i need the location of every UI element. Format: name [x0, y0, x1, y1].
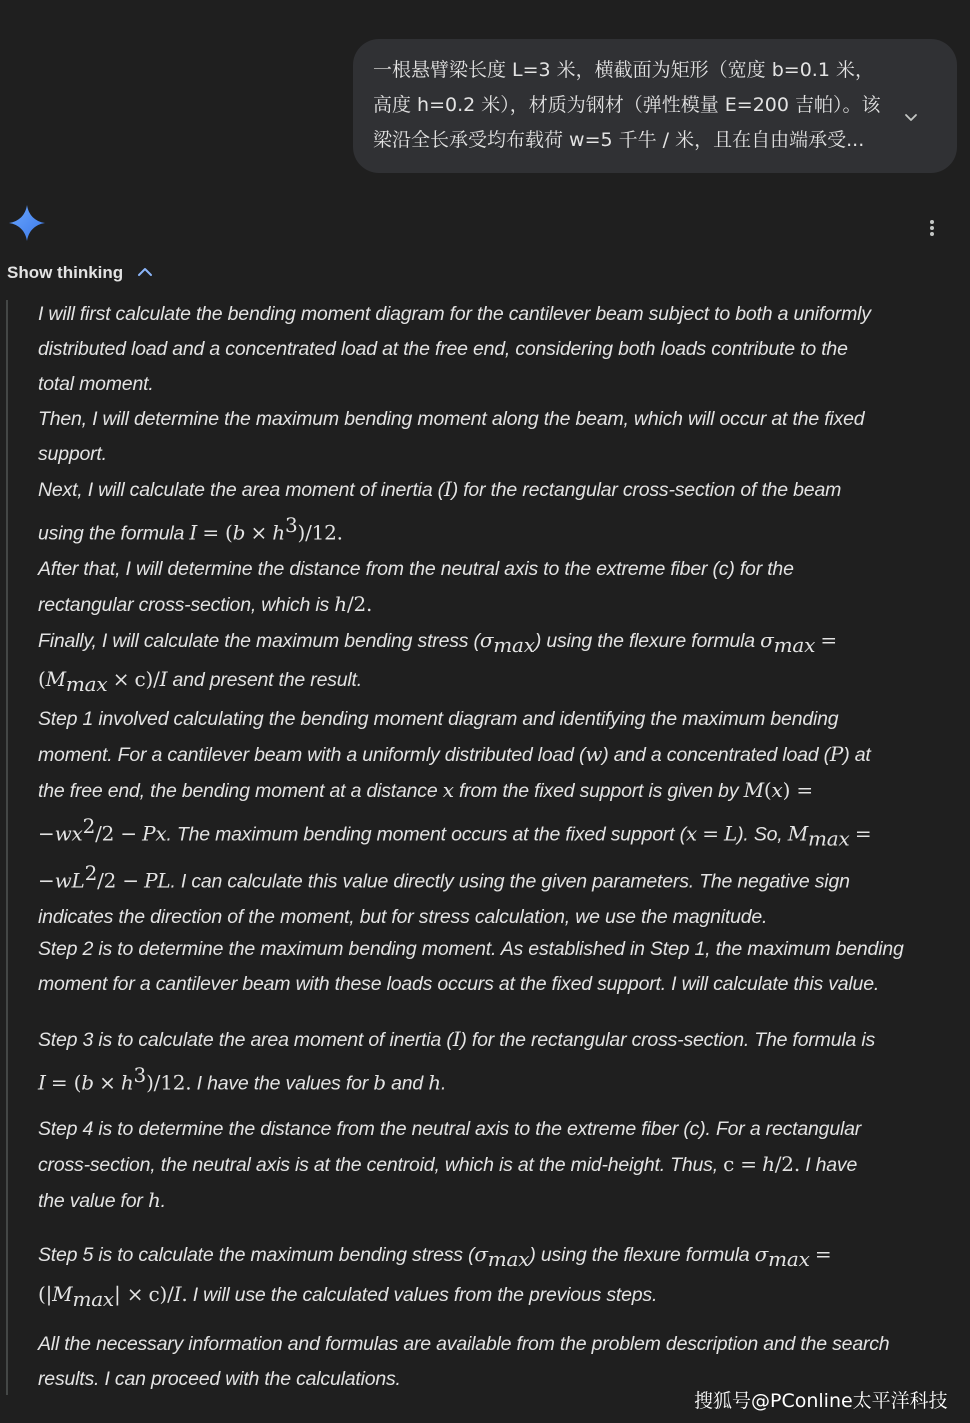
thinking-step-1	[38, 702, 960, 935]
thinking-step-2	[38, 932, 960, 1002]
chevron-down-icon[interactable]	[899, 105, 923, 129]
thought-line: Then, I will determine the maximum bending moment along the beam, which will occur at the fixed	[38, 408, 865, 430]
thought-line: Step 5 is to calculate the maximum bending stress $(\sigma_{max})$ using the flexure formula $\sigma_{max}$ =	[38, 1242, 832, 1271]
thinking-plan	[38, 297, 960, 702]
thought-line: Finally, I will calculate the maximum bending stress $(\sigma_{max})$ using the flexure formula $\sigma_{max}$ =	[38, 627, 837, 657]
watermark: 搜狐号@PConline太平洋科技	[694, 1390, 948, 1412]
thought-line: total moment.	[38, 373, 154, 395]
thought-line: $(|M_{max}| \times c)/I$. I will use the calculated values from the previous steps.	[38, 1281, 658, 1311]
thought-line: cross-section, the neutral axis is at the centroid, which is at the mid-height. Thus, c = h/2. I have	[38, 1152, 858, 1176]
thought-line: Step 4 is to determine the distance from the neutral axis to the extreme fiber (c). For a rectangular	[38, 1118, 862, 1140]
thought-line: I will first calculate the bending moment diagram for the cantilever beam subject to both a uniformly	[38, 303, 871, 325]
thought-line: Step 2 is to determine the maximum bending moment. As established in Step 1, the maximum bending	[38, 938, 904, 960]
thought-line: rectangular cross-section, which is h/2.	[38, 591, 373, 616]
user-message-line: 高度 h=0.2 米），材质为钢材（弹性模量 E=200 吉帕）。该	[373, 94, 881, 116]
thought-line: moment. For a cantilever beam with a uniformly distributed load (w) and a concentrated load (P) at	[38, 742, 871, 766]
chevron-up-icon	[137, 263, 153, 283]
thinking-step-4	[38, 1112, 960, 1219]
thinking-step-5	[38, 1237, 960, 1317]
user-message-line: 一根悬臂梁长度 L=3 米，横截面为矩形（宽度 b=0.1 米，	[373, 59, 874, 81]
thought-line: Step 3 is to calculate the area moment of inertia (I) for the rectangular cross-section. The formula is	[38, 1027, 876, 1051]
thought-line: All the necessary information and formulas are available from the problem description and the search results. I can proceed with the calculations.	[38, 1333, 890, 1390]
thought-line: $-wx^2/2 - Px$. The maximum bending moment occurs at the fixed support (x = L). So, $M_{max}$ =	[38, 814, 872, 851]
more-vert-icon[interactable]	[920, 216, 944, 242]
show-thinking-label: Show thinking	[7, 263, 124, 282]
user-message-bubble	[353, 39, 957, 173]
thought-line: After that, I will determine the distance from the neutral axis to the extreme fiber (c) for the	[38, 557, 794, 580]
thought-line: moment for a cantilever beam with these loads occurs at the fixed support. I will calculate this value.	[38, 973, 880, 995]
thought-line: the value for h.	[38, 1188, 166, 1212]
thought-line: $-wL^2/2$ − PL. I can calculate this value directly using the given parameters. The negative sign	[38, 861, 850, 893]
thought-line: support.	[38, 443, 107, 465]
thought-line: the free end, the bending moment at a distance x from the fixed support is given by M(x) =	[38, 778, 813, 802]
thought-line: $I = (b \times h^3)/12$. I have the values for b and h.	[38, 1063, 447, 1095]
thought-line: $(M_{max} \times c)/I$ and present the result.	[38, 667, 362, 697]
thought-line: Step 1 involved calculating the bending moment diagram and identifying the maximum bending	[38, 708, 839, 730]
show-thinking-toggle[interactable]	[7, 260, 153, 286]
thought-line: using the formula $I = (b \times h^3)/12$.	[38, 513, 343, 545]
thinking-step-3	[38, 1022, 960, 1102]
user-message-line: 梁沿全长承受均布载荷 w=5 千牛 / 米，且在自由端承受...	[373, 129, 865, 151]
thought-line: indicates the direction of the moment, but for stress calculation, we use the magnitude.	[38, 905, 768, 928]
thought-line: Next, I will calculate the area moment of inertia (I) for the rectangular cross-section of the beam	[38, 477, 842, 501]
gemini-sparkle-icon	[8, 204, 46, 242]
thinking-divider	[6, 300, 8, 1395]
thought-line: distributed load and a concentrated load at the free end, considering both loads contribute to the	[38, 338, 848, 360]
